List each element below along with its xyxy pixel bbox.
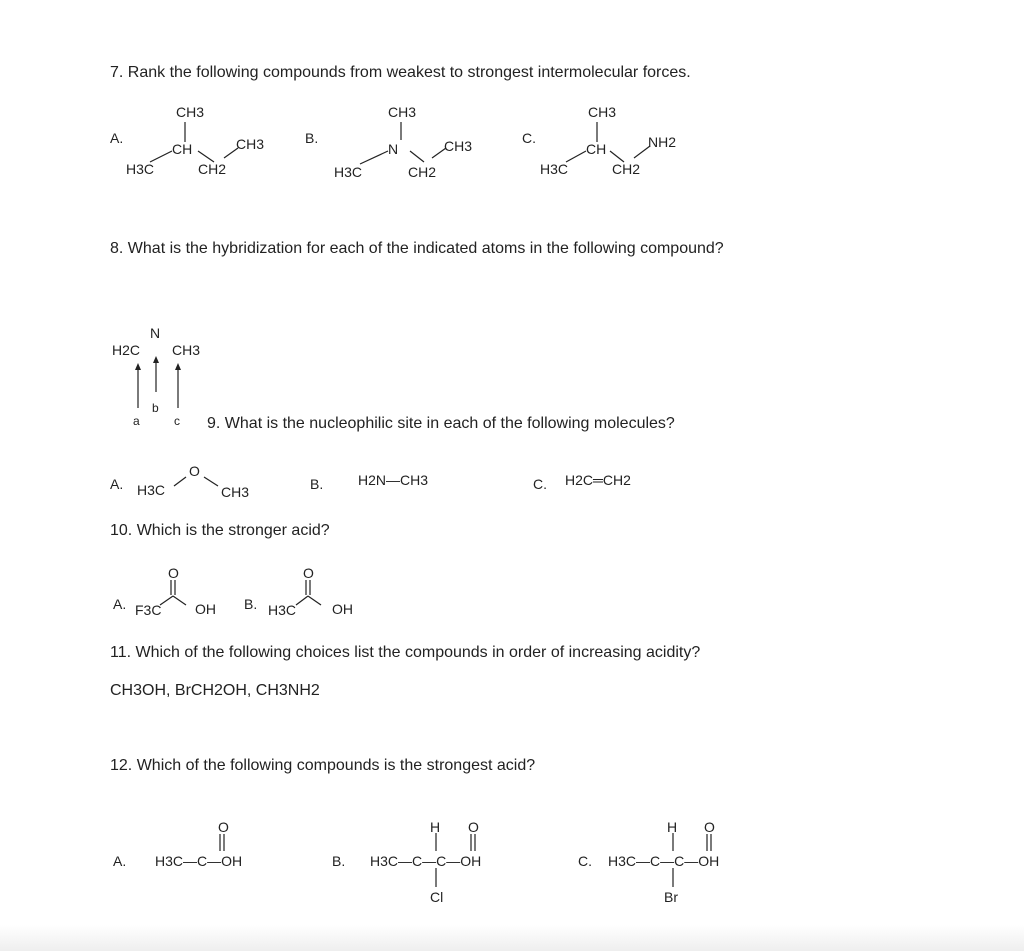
q10-a-top: O [168,565,179,581]
q7-a-center: CH [172,141,193,157]
q8-right: CH3 [172,342,201,358]
q7-a-label: A. [110,130,124,146]
q10-b-top: O [303,565,314,581]
question-10: 10. Which is the stronger acid? [110,522,330,539]
q7-a-right: CH3 [236,136,265,152]
q7-c-left: H3C [540,161,569,177]
q12-c-label: C. [578,853,592,869]
q7-c-top: CH3 [588,104,617,120]
q7-a-bottom: CH2 [198,161,227,177]
q7-b-right: CH3 [444,138,473,154]
q7-c-bottom: CH2 [612,161,641,177]
q9-a-center: O [189,463,200,479]
q8-center: N [150,325,161,341]
q10-b-left: H3C [268,602,297,618]
q7-b-label: B. [305,130,319,146]
q7-a-left: H3C [126,161,155,177]
q10-b-right: OH [332,601,353,617]
question-8: 8. What is the hybridization for each of the indicated atoms in the following compound? [110,240,724,257]
q10-a-right: OH [195,601,216,617]
q7-b-left: H3C [334,164,363,180]
q12-b-formula: H3C—C—C—OH [370,853,482,869]
q12-b-label: B. [332,853,346,869]
q12-b-bottom: Cl [430,889,444,905]
q10-a-left: F3C [135,602,162,618]
q7-c-label: C. [522,130,536,146]
q9-a-left: H3C [137,482,166,498]
q7-b-top: CH3 [388,104,417,120]
q7-b-bottom: CH2 [408,164,437,180]
q7-c-center: CH [586,141,607,157]
q9-c-label: C. [533,476,547,492]
q12-a-label: A. [113,853,127,869]
q10-b-label: B. [244,596,258,612]
q9-b-label: B. [310,476,324,492]
question-11: 11. Which of the following choices list the compounds in order of increasing acidity? [110,644,701,661]
q10-a-label: A. [113,596,127,612]
page-bottom-shadow [0,925,1024,951]
q12-c-top-o: O [704,819,715,835]
q8-arrow-c: c [174,414,180,428]
q7-b-center: N [388,141,399,157]
q8-arrow-a: a [133,414,140,428]
q12-c-bottom: Br [664,889,678,905]
q7-a-top: CH3 [176,104,205,120]
q8-left: H2C [112,342,141,358]
q12-c-formula: H3C—C—C—OH [608,853,720,869]
q8-arrow-b: b [152,401,159,415]
q12-a-top: O [218,819,229,835]
question-9: 9. What is the nucleophilic site in each of the following molecules? [207,415,675,432]
question-12: 12. Which of the following compounds is the strongest acid? [110,757,536,774]
q12-b-top-h: H [430,819,441,835]
q7-c-right: NH2 [648,134,677,150]
q12-b-top-o: O [468,819,479,835]
question-7: 7. Rank the following compounds from weakest to strongest intermolecular forces. [110,64,691,81]
q12-a-formula: H3C—C—OH [155,853,243,869]
q12-c-top-h: H [667,819,678,835]
q9-a-right: CH3 [221,484,250,500]
question-11-compounds: CH3OH, BrCH2OH, CH3NH2 [110,682,320,699]
q9-b-formula: H2N—CH3 [358,472,429,488]
q9-c-formula: H2C═CH2 [565,472,631,488]
q9-a-label: A. [110,476,124,492]
